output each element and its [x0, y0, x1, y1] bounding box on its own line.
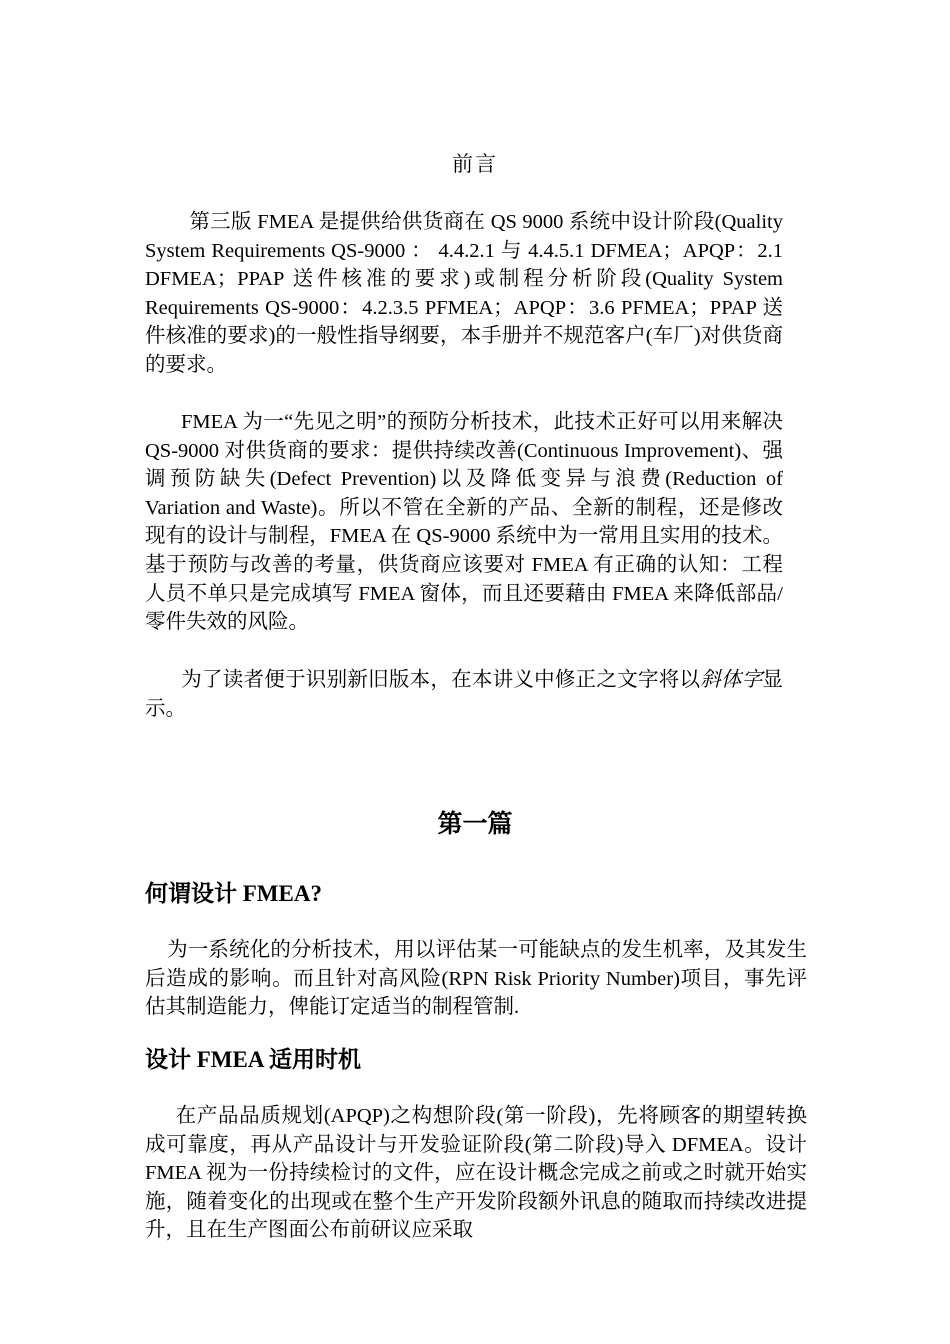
section-body-dfmea-timing	[145, 1102, 807, 1245]
part-title: 第一篇	[437, 811, 513, 838]
section-body-dfmea-timing-text: 在产品品质规划(APQP)之构想阶段(第一阶段)，先将顾客的期望转换成可靠度，再从产品设计与开发验证阶段(第二阶段)导入 DFMEA。设计 FMEA 视为一份持续检讨的文件，应在设计概念完成之前或之时就开始实施，随着变化的出现或在整个生产开发阶段额外讯息的随取而持续改进提升，且在生产图面公布前研议应采取	[145, 1105, 807, 1242]
foreword-note-suffix: 显示。	[145, 669, 784, 720]
section-heading-what-is-dfmea: 何谓设计 FMEA?	[145, 881, 322, 906]
foreword-note	[145, 666, 783, 723]
foreword-note-prefix: 为了读者便于识别新旧版本，在本讲义中修正之文字将以	[181, 669, 701, 691]
foreword-title: 前言	[452, 152, 498, 176]
section-heading-dfmea-timing: 设计 FMEA 适用时机	[145, 1047, 361, 1072]
foreword-paragraph-1-text: 第三版 FMEA 是提供给供货商在 QS 9000 系统中设计阶段(Quality System Requirements QS-9000 ： 4.4.2.1 与 4.4.5.1 DFMEA；APQP：2.1 DFMEA；PPAP 送件核准的要求)或制程分析阶段(Quality System Requirements QS-9000：4.2.3.5 PFMEA；APQP：3.6 PFMEA；PPAP 送件核准的要求)的一般性指导纲要，本手册并不规范客户(车厂)对供货商的要求。	[145, 211, 783, 376]
foreword-paragraph-2-text: FMEA 为一“先见之明”的预防分析技术，此技术正好可以用来解决 QS-9000 对供货商的要求：提供持续改善(Continuous Improvement)、强调预防缺失(Defect Prevention)以及降低变异与浪费(Reduction of Variation and Waste)。所以不管在全新的产品、全新的制程，还是修改现有的设计与制程，FMEA 在 QS-9000 系统中为一常用且实用的技术。基于预防与改善的考量，供货商应该要对 FMEA 有正确的认知：工程人员不单只是完成填写 FMEA 窗体，而且还要藉由 FMEA 来降低部品/零件失效的风险。	[145, 411, 783, 634]
foreword-note-italic-text: 斜体字	[700, 669, 763, 691]
foreword-paragraph-1	[145, 208, 783, 380]
section-body-what-is-dfmea	[145, 936, 807, 1022]
section-body-what-is-dfmea-text: 为一系统化的分析技术，用以评估某一可能缺点的发生机率，及其发生后造成的影响。而且针对高风险(RPN Risk Priority Number)项目，事先评估其制造能力，俾能订定适当的制程管制.	[145, 939, 807, 1019]
foreword-paragraph-2	[145, 408, 783, 637]
